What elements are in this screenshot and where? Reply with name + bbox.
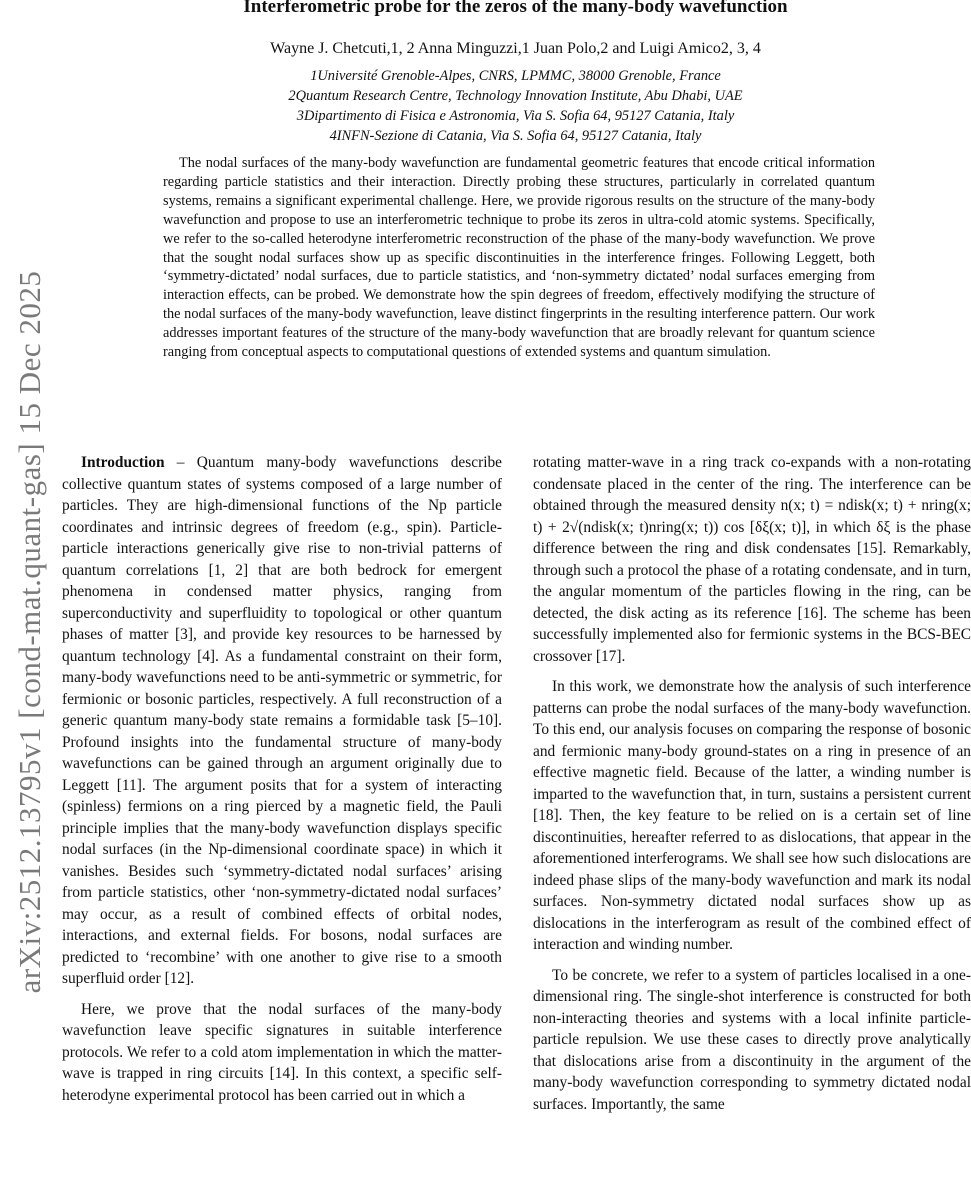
affiliation-3: 3Dipartimento di Fisica e Astronomia, Via S. Sofia 64, 95127 Catania, Italy <box>296 108 735 124</box>
paper-title: Interferometric probe for the zeros of the many-body wavefunction <box>243 0 788 17</box>
arxiv-identifier-stamp <box>0 0 60 1200</box>
introduction-text: – Quantum many-body wavefunctions describe collective quantum states of systems composed of a large number of particles. They are high-dimensional functions of the Np particle coordinates and intrinsic degrees of freedom (e.g., spin). Particle-particle interactions generically give rise to non-trivial patterns of quantum correlations [1, 2] that are both bedrock for emergent phenomena in condensed matter physics, ranging from superconductivity and superfluidity to topological or other quantum phases of matter [3], and provide key resources to be harnessed by quantum technology [4]. As a fundamental constraint on their form, many-body wavefunctions need to be anti-symmetric or symmetric, for fermionic or bosonic particles, respectively. A full reconstruction of a generic quantum many-body state remains a formidable task [5–10]. Profound insights into the fundamental structure of many-body wavefunctions can be gained through an argument originally due to Leggett [11]. The argument posits that for a system of interacting (spinless) fermions on a ring pierced by a magnetic field, the Pauli principle implies that the many-body wavefunction displays specific nodal surfaces (in the Np-dimensional coordinate space) in which it vanishes. Besides such ‘symmetry-dictated nodal surfaces’ arising from particle statistics, other ‘non-symmetry-dictated nodal surfaces’ may occur, as a result of combined effects of orbital nodes, interactions, and external fields. For bosons, nodal surfaces are predicted to ‘recombine’ with one another to give rise to a smooth superfluid order [12]. <box>62 454 502 987</box>
affiliation-1: 1Université Grenoble-Alpes, CNRS, LPMMC, 38000 Grenoble, France <box>310 68 721 84</box>
right-column <box>533 452 971 1124</box>
introduction-paragraph <box>62 452 502 990</box>
body-paragraph: Here, we prove that the nodal surfaces of the many-body wavefunction leave specific signatures in suitable interference protocols. We refer to a cold atom implementation in which the matter-wave is trapped in ring circuits [14]. In this context, a specific self-heterodyne experimental protocol has been carried out in which a <box>62 1000 502 1104</box>
abstract: The nodal surfaces of the many-body wavefunction are fundamental geometric features that encode critical information regarding particle statistics and their interaction. Directly probing these structures, particularly in correlated quantum systems, remains a significant experimental challenge. Here, we provide rigorous results on the structure of the many-body wavefunction and propose to use an interferometric technique to probe its zeros in ultra-cold atomic systems. Specifically, we refer to the so-called heterodyne interferometric reconstruction of the phase of the many-body wavefunction. We prove that the sought nodal surfaces show up as specific discontinuities in the interference fringes. Following Leggett, both ‘symmetry-dictated’ nodal surfaces, due to particle statistics, and ‘non-symmetry dictated’ nodal surfaces emerging from interaction effects, can be probed. We demonstrate how the spin degrees of freedom, effectively modifying the structure of the nodal surfaces of the many-body wavefunction, leave distinct fingerprints in the resulting interference pattern. Our work addresses important features of the structure of the many-body wavefunction that are broadly relevant for quantum science ranging from conceptual aspects to computational questions of extended systems and quantum simulation. <box>163 155 875 361</box>
body-paragraph: rotating matter-wave in a ring track co-expands with a non-rotating condensate placed in the center of the ring. The interference can be obtained through the measured density n(x; t) = ndisk(x; t) + nring(x; t) + 2√(ndisk(x; t)nring(x; t)) cos [δξ(x; t)], in which δξ is the phase difference between the ring and disk condensates [15]. Remarkably, through such a protocol the phase of a rotating condensate, and in turn, the angular momentum of the particles flowing in the ring, can be detected, the disk acting as its reference [16]. The scheme has been successfully implemented also for fermionic systems in the BCS-BEC crossover [17]. <box>533 454 971 665</box>
author-list: Wayne J. Chetcuti,1, 2 Anna Minguzzi,1 Juan Polo,2 and Luigi Amico2, 3, 4 <box>270 40 761 57</box>
body-paragraph: In this work, we demonstrate how the analysis of such interference patterns can probe the nodal surfaces of the many-body wavefunction. To this end, our analysis focuses on comparing the response of bosonic and fermionic many-body ground-states on a ring in presence of an effective magnetic field. Because of the latter, a winding number is imparted to the wavefunction that, in turn, sustains a persistent current [18]. Then, the key feature to be relied on is a certain set of line discontinuities, hereafter referred to as dislocations, that appear in the aforementioned interferograms. We shall see how such dislocations are indeed phase slips of the many-body wavefunction and mark its nodal surfaces. Non-symmetry dictated nodal surfaces show up as dislocations in the interferogram as result of the combined effect of interaction and winding number. <box>533 678 971 953</box>
left-column <box>62 452 502 1115</box>
affiliation-2: 2Quantum Research Centre, Technology Innovation Institute, Abu Dhabi, UAE <box>288 88 743 104</box>
arxiv-identifier-text: arXiv:2512.13795v1 [cond-mat.quant-gas] 15 Dec 2025 <box>12 270 47 994</box>
affiliation-list <box>60 66 971 146</box>
body-paragraph: To be concrete, we refer to a system of particles localised in a one-dimensional ring. The single-shot interference is constructed for both non-interacting theories and systems with a local infinite particle-particle repulsion. We use these cases to directly prove analytically that dislocations arise from a discontinuity in the argument of the many-body wavefunction corresponding to symmetry dictated nodal surfaces. Importantly, the same <box>533 966 971 1113</box>
affiliation-4: 4INFN-Sezione di Catania, Via S. Sofia 64, 95127 Catania, Italy <box>329 128 702 144</box>
introduction-heading: Introduction <box>81 454 165 471</box>
